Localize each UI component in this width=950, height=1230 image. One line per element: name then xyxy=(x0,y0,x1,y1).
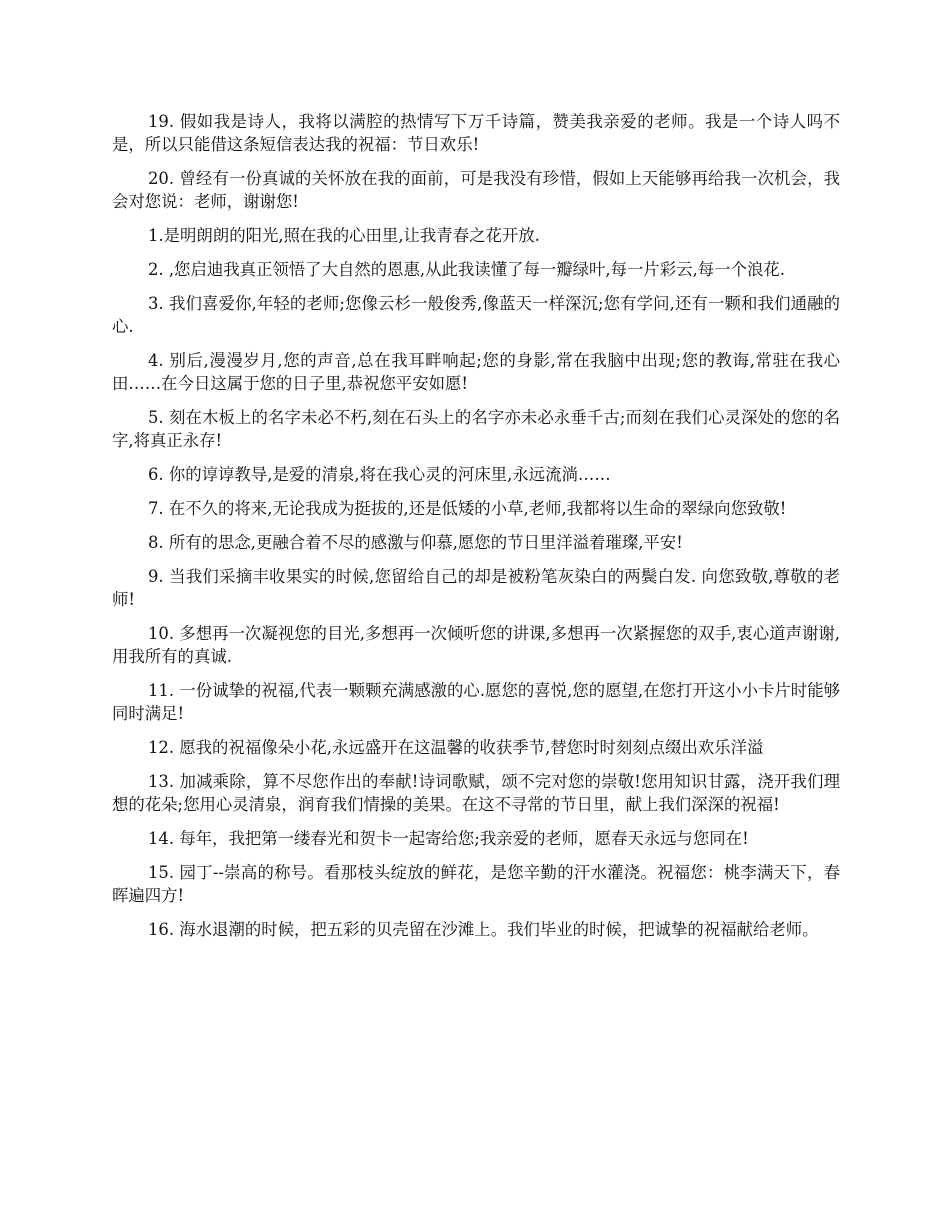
paragraph-19: 19. 假如我是诗人，我将以满腔的热情写下万千诗篇，赞美我亲爱的老师。我是一个诗人吗不是，所以只能借这条短信表达我的祝福：节日欢乐! xyxy=(112,112,840,154)
paragraph-10: 10. 多想再一次凝视您的目光,多想再一次倾听您的讲课,多想再一次紧握您的双手,衷心道声谢谢,用我所有的真诚. xyxy=(112,624,840,666)
paragraph-13: 13. 加减乘除，算不尽您作出的奉献!诗词歌赋，颂不完对您的崇敬!您用知识甘露，浇开我们理想的花朵;您用心灵清泉，润育我们情操的美果。在这不寻常的节日里，献上我们深深的祝福! xyxy=(112,772,840,814)
paragraph-14: 14. 每年，我把第一缕春光和贺卡一起寄给您;我亲爱的老师，愿春天永远与您同在! xyxy=(148,829,749,848)
paragraph-7: 7. 在不久的将来,无论我成为挺拔的,还是低矮的小草,老师,我都将以生命的翠绿向您致敬! xyxy=(148,499,787,518)
paragraph-12: 12. 愿我的祝福像朵小花,永远盛开在这温馨的收获季节,替您时时刻刻点缀出欢乐洋溢 xyxy=(148,738,764,757)
paragraph-9: 9. 当我们采摘丰收果实的时候,您留给自己的却是被粉笔灰染白的两鬓白发. 向您致敬,尊敬的老师! xyxy=(112,567,840,609)
paragraph-16: 16. 海水退潮的时候，把五彩的贝壳留在沙滩上。我们毕业的时候，把诚挚的祝福献给老师。 xyxy=(148,920,819,939)
paragraph-3: 3. 我们喜爱你,年轻的老师;您像云杉一般俊秀,像蓝天一样深沉;您有学问,还有一颗和我们通融的心. xyxy=(112,294,840,336)
paragraph-5: 5. 刻在木板上的名字未必不朽,刻在石头上的名字亦未必永垂千古;而刻在我们心灵深处的您的名字,将真正永存! xyxy=(112,408,840,450)
paragraph-8: 8. 所有的思念,更融合着不尽的感激与仰慕,愿您的节日里洋溢着璀璨,平安! xyxy=(148,533,683,552)
paragraph-1: 1.是明朗朗的阳光,照在我的心田里,让我青春之花开放. xyxy=(148,226,540,245)
paragraph-6: 6. 你的谆谆教导,是爱的清泉,将在我心灵的河床里,永远流淌…… xyxy=(148,465,611,484)
paragraph-20: 20. 曾经有一份真诚的关怀放在我的面前，可是我没有珍惜，假如上天能够再给我一次机会，我会对您说：老师，谢谢您! xyxy=(112,169,840,211)
paragraph-4: 4. 别后,漫漫岁月,您的声音,总在我耳畔响起;您的身影,常在我脑中出现;您的教诲,常驻在我心田……在今日这属于您的日子里,恭祝您平安如愿! xyxy=(112,351,840,393)
paragraph-2: 2. ,您启迪我真正领悟了大自然的恩惠,从此我读懂了每一瓣绿叶,每一片彩云,每一个浪花. xyxy=(148,260,785,279)
document-body xyxy=(112,110,840,952)
paragraph-15: 15. 园丁--崇高的称号。看那枝头绽放的鲜花，是您辛勤的汗水灌浇。祝福您：桃李满天下，春晖遍四方! xyxy=(112,863,840,905)
paragraph-11: 11. 一份诚挚的祝福,代表一颗颗充满感激的心.愿您的喜悦,您的愿望,在您打开这小小卡片时能够同时满足! xyxy=(112,681,840,723)
